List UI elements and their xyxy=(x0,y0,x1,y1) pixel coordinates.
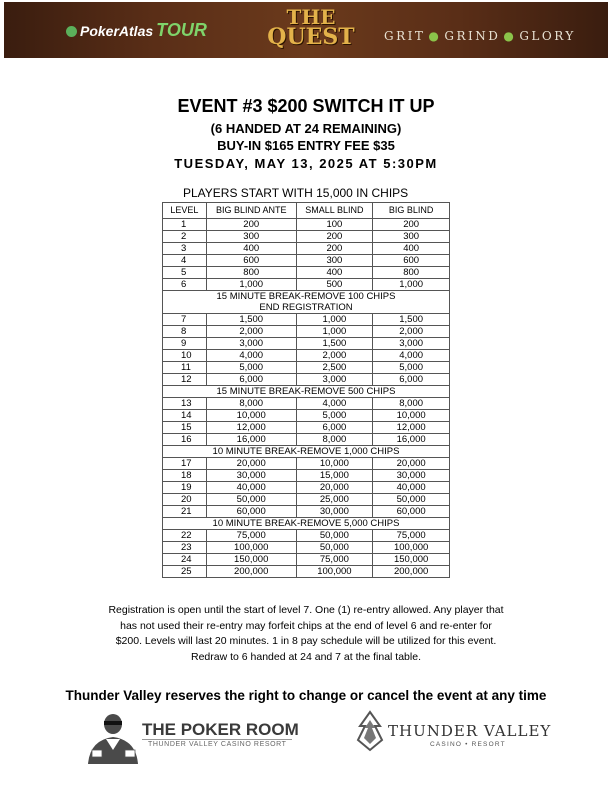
level-cell: 25 xyxy=(163,566,207,578)
big-blind-ante-cell: 75,000 xyxy=(206,530,296,542)
level-cell: 15 xyxy=(163,422,207,434)
level-cell: 16 xyxy=(163,434,207,446)
break-row xyxy=(163,386,450,398)
table-row xyxy=(163,506,450,518)
small-blind-cell: 10,000 xyxy=(296,458,373,470)
small-blind-cell: 400 xyxy=(296,267,373,279)
small-blind-cell: 50,000 xyxy=(296,530,373,542)
level-cell: 23 xyxy=(163,542,207,554)
big-blind-ante-cell: 400 xyxy=(206,243,296,255)
table-row xyxy=(163,410,450,422)
big-blind-ante-cell: 800 xyxy=(206,267,296,279)
dealer-figure-icon xyxy=(82,710,144,766)
small-blind-cell: 200 xyxy=(296,243,373,255)
level-cell: 18 xyxy=(163,470,207,482)
small-blind-cell: 2,000 xyxy=(296,350,373,362)
level-cell: 3 xyxy=(163,243,207,255)
starting-chips-note: PLAYERS START WITH 15,000 IN CHIPS xyxy=(183,186,409,200)
big-blind-cell: 12,000 xyxy=(373,422,450,434)
tagline-grind: GRIND xyxy=(444,29,501,43)
big-blind-ante-cell: 1,500 xyxy=(206,314,296,326)
quest-logo-word: QUEST xyxy=(267,24,355,50)
disclaimer: Thunder Valley reserves the right to change or cancel the event at any time xyxy=(65,688,547,703)
level-cell: 10 xyxy=(163,350,207,362)
big-blind-cell: 30,000 xyxy=(373,470,450,482)
poker-room-logo xyxy=(82,708,297,768)
table-row xyxy=(163,231,450,243)
big-blind-cell: 100,000 xyxy=(373,542,450,554)
big-blind-cell: 600 xyxy=(373,255,450,267)
header-small-blind: SMALL BLIND xyxy=(296,203,373,219)
big-blind-ante-cell: 2,000 xyxy=(206,326,296,338)
table-row xyxy=(163,482,450,494)
level-cell: 7 xyxy=(163,314,207,326)
big-blind-cell: 50,000 xyxy=(373,494,450,506)
pokeratlas-tour-logo xyxy=(66,20,207,41)
table-row xyxy=(163,279,450,291)
event-info xyxy=(95,603,517,665)
break-text: 15 MINUTE BREAK-REMOVE 500 CHIPS xyxy=(216,386,396,397)
big-blind-cell: 800 xyxy=(373,267,450,279)
big-blind-ante-cell: 200,000 xyxy=(206,566,296,578)
small-blind-cell: 1,000 xyxy=(296,314,373,326)
big-blind-ante-cell: 300 xyxy=(206,231,296,243)
big-blind-ante-cell: 200 xyxy=(206,219,296,231)
big-blind-ante-cell: 1,000 xyxy=(206,279,296,291)
level-cell: 2 xyxy=(163,231,207,243)
header-big-blind: BIG BLIND xyxy=(373,203,450,219)
table-row xyxy=(163,314,450,326)
thunder-valley-emblem-icon xyxy=(356,710,384,752)
big-blind-cell: 16,000 xyxy=(373,434,450,446)
table-row xyxy=(163,530,450,542)
info-line: has not used their re-entry may forfeit chips at the end of level 6 and re-enter for xyxy=(120,619,492,632)
small-blind-cell: 300 xyxy=(296,255,373,267)
big-blind-cell: 400 xyxy=(373,243,450,255)
the-quest-logo xyxy=(262,5,360,50)
level-cell: 1 xyxy=(163,219,207,231)
break-text: END REGISTRATION xyxy=(259,302,353,313)
level-cell: 24 xyxy=(163,554,207,566)
level-cell: 17 xyxy=(163,458,207,470)
blind-structure-table xyxy=(162,202,450,578)
table-row xyxy=(163,542,450,554)
tagline xyxy=(384,29,576,43)
info-line: $200. Levels will last 20 minutes. 1 in 8 pay schedule will be utilized for this event. xyxy=(115,635,497,647)
small-blind-cell: 20,000 xyxy=(296,482,373,494)
quest-logo-the: THE xyxy=(286,5,336,29)
info-line: Redraw to 6 handed at 24 and 7 at the final table. xyxy=(190,650,421,663)
big-blind-ante-cell: 20,000 xyxy=(206,458,296,470)
tagline-glory: GLORY xyxy=(519,29,576,43)
big-blind-cell: 40,000 xyxy=(373,482,450,494)
diamond-dot-icon: ● xyxy=(503,29,517,43)
event-date: TUESDAY, MAY 13, 2025 AT 5:30PM xyxy=(174,156,438,171)
level-cell: 8 xyxy=(163,326,207,338)
table-row xyxy=(163,494,450,506)
big-blind-ante-cell: 150,000 xyxy=(206,554,296,566)
level-cell: 22 xyxy=(163,530,207,542)
table-row xyxy=(163,243,450,255)
break-text: 10 MINUTE BREAK-REMOVE 1,000 CHIPS xyxy=(212,446,400,457)
big-blind-ante-cell: 600 xyxy=(206,255,296,267)
thunder-valley-subtitle: CASINO • RESORT xyxy=(430,741,506,748)
small-blind-cell: 100,000 xyxy=(296,566,373,578)
small-blind-cell: 30,000 xyxy=(296,506,373,518)
level-cell: 13 xyxy=(163,398,207,410)
break-row xyxy=(163,446,450,458)
big-blind-cell: 3,000 xyxy=(373,338,450,350)
table-row xyxy=(163,255,450,267)
small-blind-cell: 4,000 xyxy=(296,398,373,410)
big-blind-ante-cell: 5,000 xyxy=(206,362,296,374)
thunder-valley-title: THUNDER VALLEY xyxy=(388,722,552,740)
poker-room-title: THE POKER ROOM xyxy=(142,720,299,739)
level-cell: 20 xyxy=(163,494,207,506)
table-row xyxy=(163,362,450,374)
small-blind-cell: 50,000 xyxy=(296,542,373,554)
big-blind-ante-cell: 6,000 xyxy=(206,374,296,386)
big-blind-cell: 6,000 xyxy=(373,374,450,386)
big-blind-ante-cell: 4,000 xyxy=(206,350,296,362)
break-text: 15 MINUTE BREAK-REMOVE 100 CHIPS xyxy=(216,291,396,302)
small-blind-cell: 500 xyxy=(296,279,373,291)
table-row xyxy=(163,338,450,350)
table-row xyxy=(163,554,450,566)
small-blind-cell: 8,000 xyxy=(296,434,373,446)
small-blind-cell: 5,000 xyxy=(296,410,373,422)
big-blind-ante-cell: 30,000 xyxy=(206,470,296,482)
table-row xyxy=(163,470,450,482)
table-header-row xyxy=(163,203,450,219)
big-blind-ante-cell: 10,000 xyxy=(206,410,296,422)
poker-room-subtitle: THUNDER VALLEY CASINO RESORT xyxy=(148,741,287,748)
small-blind-cell: 2,500 xyxy=(296,362,373,374)
level-cell: 5 xyxy=(163,267,207,279)
break-cell xyxy=(163,291,450,314)
big-blind-cell: 300 xyxy=(373,231,450,243)
logo-divider xyxy=(142,739,292,740)
small-blind-cell: 1,000 xyxy=(296,326,373,338)
header-level: LEVEL xyxy=(163,203,207,219)
break-cell xyxy=(163,518,450,530)
level-cell: 9 xyxy=(163,338,207,350)
small-blind-cell: 3,000 xyxy=(296,374,373,386)
break-row xyxy=(163,291,450,314)
table-row xyxy=(163,374,450,386)
break-row xyxy=(163,518,450,530)
big-blind-ante-cell: 12,000 xyxy=(206,422,296,434)
table-row xyxy=(163,219,450,231)
level-cell: 21 xyxy=(163,506,207,518)
level-cell: 4 xyxy=(163,255,207,267)
diamond-dot-icon: ● xyxy=(428,29,442,43)
table-row xyxy=(163,398,450,410)
big-blind-cell: 20,000 xyxy=(373,458,450,470)
big-blind-cell: 1,500 xyxy=(373,314,450,326)
thunder-valley-logo xyxy=(356,710,552,755)
level-cell: 11 xyxy=(163,362,207,374)
table-body xyxy=(163,219,450,578)
big-blind-ante-cell: 50,000 xyxy=(206,494,296,506)
big-blind-ante-cell: 16,000 xyxy=(206,434,296,446)
tour-logo-text: TOUR xyxy=(156,20,207,40)
big-blind-cell: 200,000 xyxy=(373,566,450,578)
big-blind-cell: 1,000 xyxy=(373,279,450,291)
table-row xyxy=(163,458,450,470)
big-blind-cell: 8,000 xyxy=(373,398,450,410)
event-subtitle: (6 HANDED AT 24 REMAINING) xyxy=(210,121,402,136)
big-blind-cell: 10,000 xyxy=(373,410,450,422)
big-blind-ante-cell: 60,000 xyxy=(206,506,296,518)
level-cell: 19 xyxy=(163,482,207,494)
small-blind-cell: 1,500 xyxy=(296,338,373,350)
big-blind-cell: 60,000 xyxy=(373,506,450,518)
table-row xyxy=(163,326,450,338)
table-row xyxy=(163,434,450,446)
event-title: EVENT #3 $200 SWITCH IT UP xyxy=(177,96,435,116)
small-blind-cell: 200 xyxy=(296,231,373,243)
small-blind-cell: 100 xyxy=(296,219,373,231)
big-blind-ante-cell: 3,000 xyxy=(206,338,296,350)
big-blind-cell: 75,000 xyxy=(373,530,450,542)
big-blind-cell: 2,000 xyxy=(373,326,450,338)
table-row xyxy=(163,267,450,279)
info-line: Registration is open until the start of level 7. One (1) re-entry allowed. Any player that xyxy=(108,604,504,616)
level-cell: 12 xyxy=(163,374,207,386)
level-cell: 6 xyxy=(163,279,207,291)
table-row xyxy=(163,422,450,434)
table-row xyxy=(163,350,450,362)
big-blind-cell: 200 xyxy=(373,219,450,231)
big-blind-cell: 5,000 xyxy=(373,362,450,374)
event-buyin: BUY-IN $165 ENTRY FEE $35 xyxy=(217,138,395,153)
big-blind-ante-cell: 100,000 xyxy=(206,542,296,554)
big-blind-ante-cell: 40,000 xyxy=(206,482,296,494)
level-cell: 14 xyxy=(163,410,207,422)
header-banner xyxy=(4,2,608,58)
table-row xyxy=(163,566,450,578)
big-blind-cell: 4,000 xyxy=(373,350,450,362)
big-blind-ante-cell: 8,000 xyxy=(206,398,296,410)
pokeratlas-logo-text: PokerAtlas xyxy=(80,23,154,39)
small-blind-cell: 6,000 xyxy=(296,422,373,434)
break-cell xyxy=(163,446,450,458)
header-big-blind-ante: BIG BLIND ANTE xyxy=(206,203,296,219)
break-cell xyxy=(163,386,450,398)
tagline-grit: GRIT xyxy=(384,29,426,43)
big-blind-cell: 150,000 xyxy=(373,554,450,566)
small-blind-cell: 75,000 xyxy=(296,554,373,566)
poker-chip-icon xyxy=(66,26,77,37)
small-blind-cell: 15,000 xyxy=(296,470,373,482)
break-text: 10 MINUTE BREAK-REMOVE 5,000 CHIPS xyxy=(212,518,400,529)
small-blind-cell: 25,000 xyxy=(296,494,373,506)
